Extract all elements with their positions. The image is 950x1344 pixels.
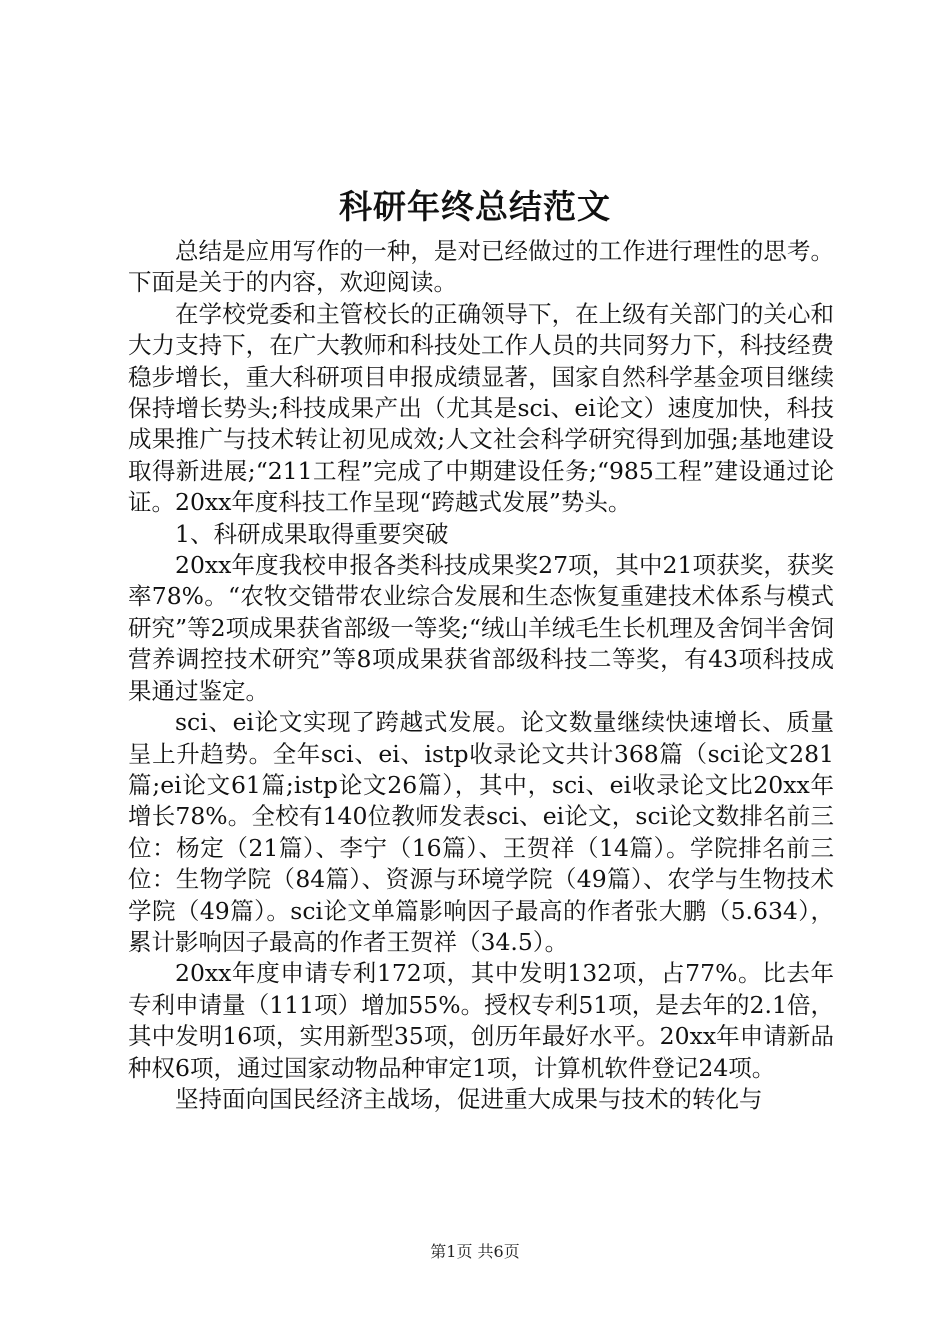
papers-paragraph: sci、ei论文实现了跨越式发展。论文数量继续快速增长、质量呈上升趋势。全年sci、ei、istp收录论文共计368篇（sci论文281篇;ei论文61篇;istp论文26篇），其中，sci、ei收录论文比20xx年增长78%。全校有140位教师发表sci、ei论文，sci论文数排名前三位：杨定（21篇）、李宁（16篇）、王贺祥（14篇）。学院排名前三位：生物学院（84篇）、资源与环境学院（49篇）、农学与生物技术学院（49篇）。sci论文单篇影响因子最高的作者张大鹏（5.634），累计影响因子最高的作者王贺祥（34.5）。: [128, 708, 834, 956]
intro-paragraph: 总结是应用写作的一种，是对已经做过的工作进行理性的思考。下面是关于的内容，欢迎阅读。: [128, 237, 834, 297]
transfer-paragraph: 坚持面向国民经济主战场，促进重大成果与技术的转化与: [175, 1084, 763, 1113]
document-title: 科研年终总结范文: [339, 187, 611, 226]
section-heading: 1、科研成果取得重要突破: [175, 519, 449, 548]
page-footer: 第1页 共6页: [430, 1242, 520, 1261]
document-body: [128, 236, 834, 1115]
awards-paragraph: 20xx年度我校申报各类科技成果奖27项，其中21项获奖，获奖率78%。“农牧交错带农业综合发展和生态恢复重建技术体系与模式研究”等2项成果获省部级一等奖;“绒山羊绒毛生长机理及舍饲半舍饲营养调控技术研究”等8项成果获省部级科技二等奖，有43项科技成果通过鉴定。: [128, 551, 834, 705]
patents-paragraph: 20xx年度申请专利172项，其中发明132项，占77%。比去年专利申请量（111项）增加55%。授权专利51项，是去年的2.1倍，其中发明16项，实用新型35项，创历年最好水平。20xx年申请新品种权6项，通过国家动物品种审定1项，计算机软件登记24项。: [128, 959, 834, 1082]
overview-paragraph: 在学校党委和主管校长的正确领导下，在上级有关部门的关心和大力支持下，在广大教师和科技处工作人员的共同努力下，科技经费稳步增长，重大科研项目申报成绩显著，国家自然科学基金项目继续保持增长势头;科技成果产出（尤其是sci、ei论文）速度加快，科技成果推广与技术转让初见成效;人文社会科学研究得到加强;基地建设取得新进展;“211工程”完成了中期建设任务;“985工程”建设通过论证。20xx年度科技工作呈现“跨越式发展”势头。: [128, 299, 834, 517]
